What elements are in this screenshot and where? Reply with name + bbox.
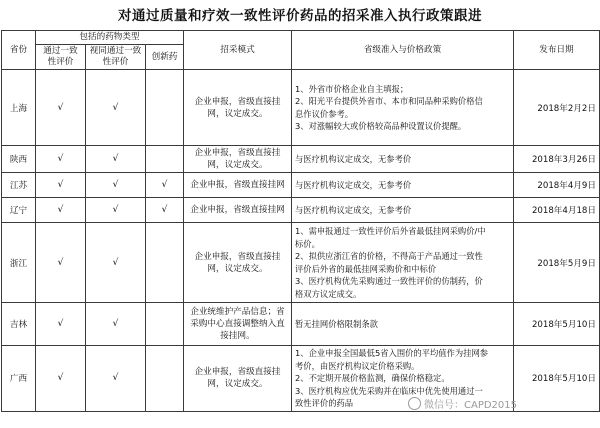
deemed-check-cell: √ xyxy=(86,223,146,303)
procurement-mode-cell: 企业申报，省级直接挂 网，议定成交。 xyxy=(184,146,292,173)
table-row xyxy=(2,198,600,223)
innovative-check-cell xyxy=(146,303,184,346)
province-cell: 陕西 xyxy=(2,146,36,173)
header-policy: 省级准入与价格政策 xyxy=(292,31,514,70)
deemed-check-cell: √ xyxy=(86,146,146,173)
province-cell: 吉林 xyxy=(2,303,36,346)
province-cell: 辽宁 xyxy=(2,198,36,223)
procurement-mode-cell: 企业申报，省级直接挂 网，议定成交。 xyxy=(184,223,292,303)
procurement-mode-cell: 企业申报，省级直接挂网 xyxy=(184,173,292,198)
passed-check-cell: √ xyxy=(36,70,86,146)
innovative-check-cell: √ xyxy=(146,173,184,198)
header-date: 发布日期 xyxy=(514,31,600,70)
innovative-check-cell xyxy=(146,346,184,412)
policy-cell: 与医疗机构议定成交，无参考价 xyxy=(292,146,514,173)
table-body xyxy=(2,70,600,412)
date-cell: 2018年5月10日 xyxy=(514,303,600,346)
watermark xyxy=(408,396,517,411)
procurement-mode-cell: 企业申报，省级直接挂网 xyxy=(184,198,292,223)
deemed-check-cell: √ xyxy=(86,70,146,146)
province-cell: 上海 xyxy=(2,70,36,146)
province-cell: 浙江 xyxy=(2,223,36,303)
header-deemed: 视同通过一致 性评价 xyxy=(86,45,146,70)
page-title: 对通过质量和疗效一致性评价药品的招采准入执行政策跟进 xyxy=(118,8,482,24)
date-cell: 2018年5月9日 xyxy=(514,223,600,303)
deemed-check-cell: √ xyxy=(86,198,146,223)
policy-table xyxy=(1,30,600,412)
date-cell: 2018年5月10日 xyxy=(514,346,600,412)
header-procurement-mode: 招采模式 xyxy=(184,31,292,70)
province-cell: 江苏 xyxy=(2,173,36,198)
procurement-mode-cell: 企业申报，省级直接挂 网，议定成交。 xyxy=(184,346,292,412)
procurement-mode-cell: 企业申报，省级直接挂 网，议定成交。 xyxy=(184,70,292,146)
date-cell: 2018年4月9日 xyxy=(514,173,600,198)
policy-cell: 与医疗机构议定成交，无参考价 xyxy=(292,198,514,223)
innovative-check-cell xyxy=(146,223,184,303)
watermark-text: 微信号：CAPD2015 xyxy=(424,400,518,411)
passed-check-cell: √ xyxy=(36,303,86,346)
wechat-icon xyxy=(408,397,421,410)
passed-check-cell: √ xyxy=(36,223,86,303)
header-province: 省份 xyxy=(2,31,36,70)
header-passed: 通过一致 性评价 xyxy=(36,45,86,70)
table-row xyxy=(2,70,600,146)
innovative-check-cell xyxy=(146,70,184,146)
table-row xyxy=(2,173,600,198)
policy-cell: 与医疗机构议定成交，无参考价 xyxy=(292,173,514,198)
innovative-check-cell: √ xyxy=(146,198,184,223)
policy-cell: 暂无挂网价格限制条款 xyxy=(292,303,514,346)
passed-check-cell: √ xyxy=(36,173,86,198)
deemed-check-cell: √ xyxy=(86,303,146,346)
policy-cell: 1、企业申报全国最低5省入围价的平均值作为挂网参 考价，由医疗机构议定价格采购。 2、不定期开展价格监测，确保价格稳定。 3、医疗机构应优先采购并在临床中优先使用通过一 致性评价的药品 xyxy=(292,346,514,412)
header-innovative: 创新药 xyxy=(146,45,184,70)
procurement-mode-cell: 企业统维护产品信息；省 采购中心直接调整纳入直 接挂网。 xyxy=(184,303,292,346)
innovative-check-cell xyxy=(146,146,184,173)
policy-cell: 1、外省市价格企业自主填报； 2、阳光平台提供外省市、本市和同品种采购价格信 息作议价参考。 3、对涨幅较大或价格较高品种设置议价提醒。 xyxy=(292,70,514,146)
policy-cell: 1、需申报通过一致性评价后外省最低挂网采购价/中 标价。 2、拟供应浙江省的价格，不得高于产品通过一致性 评价后外省的最低挂网采购价和中标价 3、医疗机构优先采购通过一致性评价的仿制药，价 格双方议定成交。 xyxy=(292,223,514,303)
date-cell: 2018年4月18日 xyxy=(514,198,600,223)
header-drug-types: 包括的药物类型 xyxy=(36,31,184,45)
table-row xyxy=(2,303,600,346)
passed-check-cell: √ xyxy=(36,146,86,173)
deemed-check-cell: √ xyxy=(86,346,146,412)
date-cell: 2018年2月2日 xyxy=(514,70,600,146)
passed-check-cell: √ xyxy=(36,198,86,223)
deemed-check-cell: √ xyxy=(86,173,146,198)
province-cell: 广西 xyxy=(2,346,36,412)
passed-check-cell: √ xyxy=(36,346,86,412)
table-row xyxy=(2,223,600,303)
date-cell: 2018年3月26日 xyxy=(514,146,600,173)
table-row xyxy=(2,146,600,173)
